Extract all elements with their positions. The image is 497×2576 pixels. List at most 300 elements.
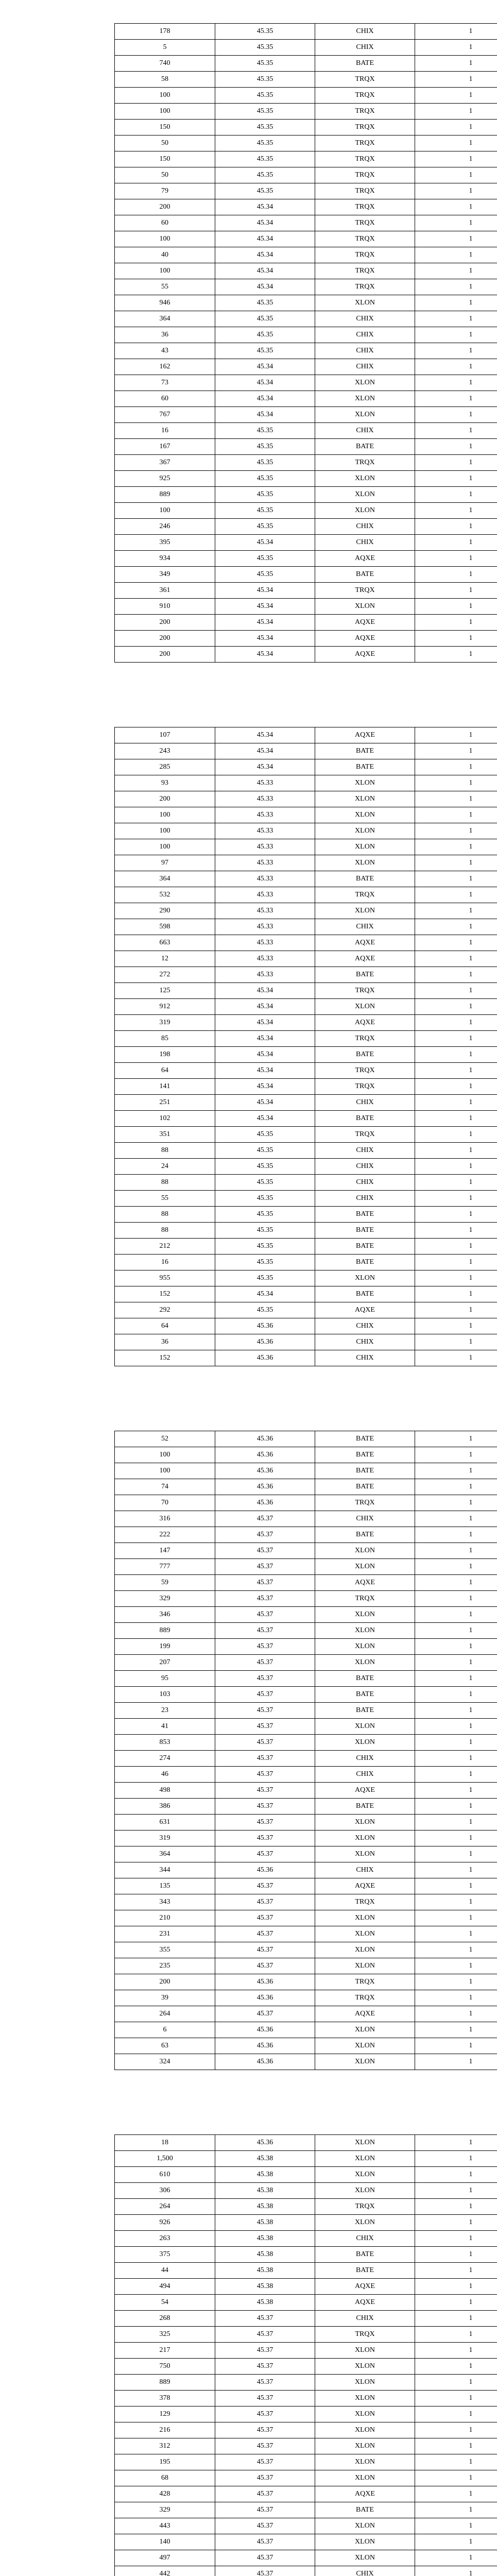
table-row xyxy=(115,951,497,967)
cell-venue: CHIX xyxy=(315,1318,415,1334)
cell-volume: 68 xyxy=(115,2470,215,2486)
cell-extra: 1 xyxy=(415,1559,497,1575)
cell-venue: BATE xyxy=(315,2247,415,2263)
table-row xyxy=(115,199,497,215)
table-row xyxy=(115,40,497,56)
table-row xyxy=(115,2038,497,2054)
cell-venue: CHIX xyxy=(315,359,415,375)
cell-price: 45.37 xyxy=(215,1894,315,1910)
cell-volume: 16 xyxy=(115,1255,215,1270)
cell-venue: AQXE xyxy=(315,2486,415,2502)
cell-price: 45.35 xyxy=(215,56,315,72)
cell-volume: 95 xyxy=(115,1671,215,1687)
cell-price: 45.37 xyxy=(215,1575,315,1591)
cell-venue: CHIX xyxy=(315,1862,415,1878)
cell-venue: TRQX xyxy=(315,1974,415,1990)
table-row xyxy=(115,359,497,375)
table-row xyxy=(115,519,497,535)
table-row xyxy=(115,1191,497,1207)
cell-price: 45.34 xyxy=(215,391,315,407)
cell-price: 45.36 xyxy=(215,1479,315,1495)
cell-price: 45.35 xyxy=(215,151,315,167)
cell-venue: BATE xyxy=(315,1286,415,1302)
cell-venue: CHIX xyxy=(315,535,415,551)
cell-extra: 1 xyxy=(415,2295,497,2311)
table-row xyxy=(115,2566,497,2576)
cell-extra: 1 xyxy=(415,88,497,104)
cell-volume: 152 xyxy=(115,1286,215,1302)
table-row xyxy=(115,2422,497,2438)
cell-venue: TRQX xyxy=(315,88,415,104)
cell-extra: 1 xyxy=(415,743,497,759)
cell-venue: BATE xyxy=(315,743,415,759)
cell-extra: 1 xyxy=(415,439,497,455)
cell-volume: 926 xyxy=(115,2215,215,2231)
table-row xyxy=(115,1543,497,1559)
cell-extra: 1 xyxy=(415,1607,497,1623)
cell-venue: XLON xyxy=(315,2151,415,2167)
cell-venue: AQXE xyxy=(315,935,415,951)
table-row xyxy=(115,2135,497,2151)
table-row xyxy=(115,1671,497,1687)
cell-venue: XLON xyxy=(315,375,415,391)
table-row xyxy=(115,295,497,311)
cell-extra: 1 xyxy=(415,1350,497,1366)
cell-volume: 195 xyxy=(115,2454,215,2470)
table-row xyxy=(115,1846,497,1862)
cell-price: 45.37 xyxy=(215,2343,315,2359)
cell-volume: 100 xyxy=(115,807,215,823)
cell-venue: XLON xyxy=(315,2422,415,2438)
cell-venue: AQXE xyxy=(315,631,415,647)
cell-price: 45.33 xyxy=(215,935,315,951)
table-row xyxy=(115,327,497,343)
table-row xyxy=(115,1623,497,1639)
cell-extra: 1 xyxy=(415,1318,497,1334)
cell-volume: 1,500 xyxy=(115,2151,215,2167)
cell-venue: XLON xyxy=(315,839,415,855)
cell-extra: 1 xyxy=(415,199,497,215)
table-row xyxy=(115,775,497,791)
cell-venue: BATE xyxy=(315,1799,415,1815)
cell-venue: AQXE xyxy=(315,1783,415,1799)
table-row xyxy=(115,2454,497,2470)
cell-volume: 364 xyxy=(115,311,215,327)
cell-extra: 1 xyxy=(415,807,497,823)
cell-volume: 102 xyxy=(115,1111,215,1127)
cell-extra: 1 xyxy=(415,631,497,647)
cell-price: 45.35 xyxy=(215,1143,315,1159)
table-row xyxy=(115,1751,497,1767)
cell-price: 45.34 xyxy=(215,727,315,743)
cell-venue: TRQX xyxy=(315,1990,415,2006)
cell-price: 45.35 xyxy=(215,1175,315,1191)
cell-extra: 1 xyxy=(415,1862,497,1878)
cell-price: 45.35 xyxy=(215,104,315,120)
cell-extra: 1 xyxy=(415,2534,497,2550)
cell-volume: 88 xyxy=(115,1207,215,1223)
cell-price: 45.35 xyxy=(215,1270,315,1286)
cell-venue: BATE xyxy=(315,567,415,583)
table-row xyxy=(115,1942,497,1958)
cell-price: 45.35 xyxy=(215,439,315,455)
cell-price: 45.35 xyxy=(215,88,315,104)
table-row xyxy=(115,1047,497,1063)
cell-venue: XLON xyxy=(315,1270,415,1286)
cell-venue: BATE xyxy=(315,1111,415,1127)
table-row xyxy=(115,1575,497,1591)
cell-venue: TRQX xyxy=(315,120,415,135)
table-row xyxy=(115,727,497,743)
cell-price: 45.37 xyxy=(215,2470,315,2486)
cell-price: 45.37 xyxy=(215,1543,315,1559)
cell-volume: 79 xyxy=(115,183,215,199)
cell-volume: 292 xyxy=(115,1302,215,1318)
cell-venue: CHIX xyxy=(315,2231,415,2247)
cell-price: 45.37 xyxy=(215,1799,315,1815)
cell-venue: XLON xyxy=(315,903,415,919)
cell-price: 45.34 xyxy=(215,983,315,999)
cell-price: 45.34 xyxy=(215,247,315,263)
cell-extra: 1 xyxy=(415,1479,497,1495)
cell-volume: 346 xyxy=(115,1607,215,1623)
cell-volume: 200 xyxy=(115,199,215,215)
cell-volume: 55 xyxy=(115,279,215,295)
cell-extra: 1 xyxy=(415,1159,497,1175)
cell-venue: AQXE xyxy=(315,2006,415,2022)
cell-venue: AQXE xyxy=(315,1302,415,1318)
cell-price: 45.37 xyxy=(215,2566,315,2576)
cell-venue: TRQX xyxy=(315,167,415,183)
table-row xyxy=(115,1159,497,1175)
cell-venue: XLON xyxy=(315,2135,415,2151)
trades-table xyxy=(114,23,497,663)
cell-extra: 1 xyxy=(415,104,497,120)
table-row xyxy=(115,551,497,567)
cell-price: 45.37 xyxy=(215,1607,315,1623)
cell-price: 45.37 xyxy=(215,1942,315,1958)
cell-extra: 1 xyxy=(415,519,497,535)
cell-venue: BATE xyxy=(315,1671,415,1687)
cell-venue: XLON xyxy=(315,487,415,503)
cell-extra: 1 xyxy=(415,1031,497,1047)
cell-price: 45.38 xyxy=(215,2199,315,2215)
cell-price: 45.36 xyxy=(215,1495,315,1511)
cell-volume: 107 xyxy=(115,727,215,743)
cell-extra: 1 xyxy=(415,1815,497,1831)
cell-volume: 494 xyxy=(115,2279,215,2295)
cell-price: 45.37 xyxy=(215,1831,315,1846)
cell-venue: XLON xyxy=(315,999,415,1015)
cell-venue: XLON xyxy=(315,391,415,407)
cell-volume: 147 xyxy=(115,1543,215,1559)
table-row xyxy=(115,215,497,231)
cell-price: 45.37 xyxy=(215,1767,315,1783)
cell-venue: XLON xyxy=(315,2454,415,2470)
cell-price: 45.34 xyxy=(215,631,315,647)
cell-price: 45.34 xyxy=(215,1095,315,1111)
table-row xyxy=(115,247,497,263)
cell-extra: 1 xyxy=(415,727,497,743)
cell-volume: 251 xyxy=(115,1095,215,1111)
table-row xyxy=(115,2151,497,2167)
cell-extra: 1 xyxy=(415,1334,497,1350)
cell-volume: 200 xyxy=(115,631,215,647)
cell-price: 45.37 xyxy=(215,2454,315,2470)
table-row xyxy=(115,1511,497,1527)
cell-price: 45.37 xyxy=(215,1751,315,1767)
cell-volume: 100 xyxy=(115,231,215,247)
cell-volume: 210 xyxy=(115,1910,215,1926)
trades-table xyxy=(114,2134,497,2576)
table-row xyxy=(115,2486,497,2502)
table-row xyxy=(115,1495,497,1511)
cell-volume: 64 xyxy=(115,1063,215,1079)
cell-extra: 1 xyxy=(415,1511,497,1527)
cell-venue: BATE xyxy=(315,1447,415,1463)
cell-volume: 150 xyxy=(115,151,215,167)
cell-price: 45.37 xyxy=(215,2311,315,2327)
cell-extra: 1 xyxy=(415,1543,497,1559)
cell-extra: 1 xyxy=(415,2422,497,2438)
cell-venue: BATE xyxy=(315,1431,415,1447)
cell-venue: XLON xyxy=(315,1942,415,1958)
cell-price: 45.36 xyxy=(215,1862,315,1878)
table-row xyxy=(115,1063,497,1079)
cell-venue: XLON xyxy=(315,2550,415,2566)
cell-volume: 50 xyxy=(115,167,215,183)
cell-extra: 1 xyxy=(415,120,497,135)
table-row xyxy=(115,1974,497,1990)
cell-price: 45.35 xyxy=(215,519,315,535)
cell-extra: 1 xyxy=(415,2022,497,2038)
cell-venue: BATE xyxy=(315,1703,415,1719)
table-row xyxy=(115,2550,497,2566)
cell-extra: 1 xyxy=(415,2311,497,2327)
table-row xyxy=(115,2502,497,2518)
cell-venue: XLON xyxy=(315,2022,415,2038)
table-row xyxy=(115,631,497,647)
table-row xyxy=(115,2295,497,2311)
cell-price: 45.37 xyxy=(215,1958,315,1974)
cell-extra: 1 xyxy=(415,967,497,983)
trades-table xyxy=(114,1431,497,2070)
cell-venue: BATE xyxy=(315,967,415,983)
cell-venue: CHIX xyxy=(315,1751,415,1767)
cell-venue: CHIX xyxy=(315,1143,415,1159)
cell-price: 45.36 xyxy=(215,1974,315,1990)
cell-venue: TRQX xyxy=(315,135,415,151)
cell-venue: BATE xyxy=(315,1463,415,1479)
cell-venue: XLON xyxy=(315,2359,415,2375)
cell-price: 45.35 xyxy=(215,1239,315,1255)
table-row xyxy=(115,1175,497,1191)
cell-price: 45.33 xyxy=(215,967,315,983)
cell-volume: 59 xyxy=(115,1575,215,1591)
cell-price: 45.34 xyxy=(215,263,315,279)
cell-price: 45.34 xyxy=(215,1015,315,1031)
cell-price: 45.37 xyxy=(215,1703,315,1719)
cell-venue: AQXE xyxy=(315,2295,415,2311)
cell-extra: 1 xyxy=(415,1431,497,1447)
cell-extra: 1 xyxy=(415,1639,497,1655)
cell-extra: 1 xyxy=(415,391,497,407)
cell-extra: 1 xyxy=(415,471,497,487)
cell-price: 45.35 xyxy=(215,471,315,487)
cell-price: 45.37 xyxy=(215,2550,315,2566)
table-row xyxy=(115,1431,497,1447)
table-row xyxy=(115,1527,497,1543)
table-row xyxy=(115,135,497,151)
cell-volume: 274 xyxy=(115,1751,215,1767)
table-row xyxy=(115,2311,497,2327)
cell-venue: BATE xyxy=(315,1255,415,1270)
cell-price: 45.36 xyxy=(215,2038,315,2054)
cell-extra: 1 xyxy=(415,263,497,279)
table-row xyxy=(115,391,497,407)
cell-volume: 777 xyxy=(115,1559,215,1575)
cell-venue: XLON xyxy=(315,503,415,519)
table-row xyxy=(115,999,497,1015)
cell-volume: 853 xyxy=(115,1735,215,1751)
cell-price: 45.37 xyxy=(215,2375,315,2391)
cell-volume: 889 xyxy=(115,487,215,503)
cell-volume: 100 xyxy=(115,839,215,855)
cell-volume: 100 xyxy=(115,503,215,519)
cell-venue: TRQX xyxy=(315,263,415,279)
cell-venue: BATE xyxy=(315,1223,415,1239)
table-row xyxy=(115,88,497,104)
cell-price: 45.34 xyxy=(215,199,315,215)
cell-volume: 100 xyxy=(115,88,215,104)
cell-extra: 1 xyxy=(415,2006,497,2022)
table-row xyxy=(115,1990,497,2006)
table-row xyxy=(115,423,497,439)
cell-volume: 63 xyxy=(115,2038,215,2054)
cell-venue: BATE xyxy=(315,871,415,887)
table-row xyxy=(115,743,497,759)
cell-price: 45.37 xyxy=(215,1910,315,1926)
cell-price: 45.35 xyxy=(215,567,315,583)
cell-price: 45.35 xyxy=(215,455,315,471)
table-row xyxy=(115,1862,497,1878)
table-row xyxy=(115,2231,497,2247)
cell-price: 45.34 xyxy=(215,535,315,551)
table-row xyxy=(115,2343,497,2359)
cell-volume: 329 xyxy=(115,2502,215,2518)
cell-price: 45.37 xyxy=(215,2406,315,2422)
cell-venue: TRQX xyxy=(315,887,415,903)
cell-extra: 1 xyxy=(415,2454,497,2470)
trades-table xyxy=(114,727,497,1366)
table-row xyxy=(115,615,497,631)
table-row xyxy=(115,1207,497,1223)
cell-extra: 1 xyxy=(415,2231,497,2247)
cell-venue: CHIX xyxy=(315,1175,415,1191)
table-row xyxy=(115,807,497,823)
cell-volume: 349 xyxy=(115,567,215,583)
table-row xyxy=(115,1703,497,1719)
cell-extra: 1 xyxy=(415,1799,497,1815)
cell-volume: 955 xyxy=(115,1270,215,1286)
cell-price: 45.38 xyxy=(215,2247,315,2263)
table-row xyxy=(115,1783,497,1799)
cell-price: 45.34 xyxy=(215,231,315,247)
cell-price: 45.34 xyxy=(215,1063,315,1079)
table-row xyxy=(115,343,497,359)
table-row xyxy=(115,919,497,935)
table-row xyxy=(115,1655,497,1671)
table-row xyxy=(115,1878,497,1894)
cell-volume: 934 xyxy=(115,551,215,567)
cell-venue: XLON xyxy=(315,2406,415,2422)
cell-volume: 925 xyxy=(115,471,215,487)
table-row xyxy=(115,2215,497,2231)
table-row xyxy=(115,24,497,40)
cell-volume: 319 xyxy=(115,1015,215,1031)
cell-volume: 306 xyxy=(115,2183,215,2199)
cell-price: 45.38 xyxy=(215,2295,315,2311)
table-row xyxy=(115,2183,497,2199)
cell-extra: 1 xyxy=(415,1127,497,1143)
cell-extra: 1 xyxy=(415,40,497,56)
cell-price: 45.35 xyxy=(215,503,315,519)
cell-venue: XLON xyxy=(315,1607,415,1623)
cell-volume: 135 xyxy=(115,1878,215,1894)
cell-extra: 1 xyxy=(415,1111,497,1127)
table-row xyxy=(115,599,497,615)
cell-volume: 162 xyxy=(115,359,215,375)
table-row xyxy=(115,311,497,327)
cell-volume: 740 xyxy=(115,56,215,72)
cell-extra: 1 xyxy=(415,2327,497,2343)
cell-price: 45.37 xyxy=(215,2502,315,2518)
table-row xyxy=(115,967,497,983)
cell-extra: 1 xyxy=(415,231,497,247)
cell-price: 45.36 xyxy=(215,2054,315,2070)
cell-volume: 532 xyxy=(115,887,215,903)
cell-extra: 1 xyxy=(415,1894,497,1910)
cell-price: 45.34 xyxy=(215,359,315,375)
cell-venue: TRQX xyxy=(315,2327,415,2343)
cell-price: 45.37 xyxy=(215,2438,315,2454)
cell-extra: 1 xyxy=(415,1047,497,1063)
table-row xyxy=(115,263,497,279)
cell-price: 45.37 xyxy=(215,2422,315,2438)
cell-extra: 1 xyxy=(415,823,497,839)
table-row xyxy=(115,2534,497,2550)
cell-venue: XLON xyxy=(315,2534,415,2550)
cell-extra: 1 xyxy=(415,455,497,471)
cell-extra: 1 xyxy=(415,1527,497,1543)
cell-volume: 141 xyxy=(115,1079,215,1095)
cell-venue: XLON xyxy=(315,2518,415,2534)
cell-price: 45.37 xyxy=(215,1623,315,1639)
cell-extra: 1 xyxy=(415,1591,497,1607)
cell-extra: 1 xyxy=(415,1302,497,1318)
cell-venue: XLON xyxy=(315,2343,415,2359)
cell-venue: TRQX xyxy=(315,455,415,471)
cell-price: 45.37 xyxy=(215,1878,315,1894)
cell-price: 45.34 xyxy=(215,615,315,631)
table-row xyxy=(115,2470,497,2486)
table-row xyxy=(115,56,497,72)
cell-extra: 1 xyxy=(415,1447,497,1463)
cell-venue: CHIX xyxy=(315,1095,415,1111)
cell-price: 45.37 xyxy=(215,1655,315,1671)
cell-extra: 1 xyxy=(415,215,497,231)
cell-volume: 222 xyxy=(115,1527,215,1543)
